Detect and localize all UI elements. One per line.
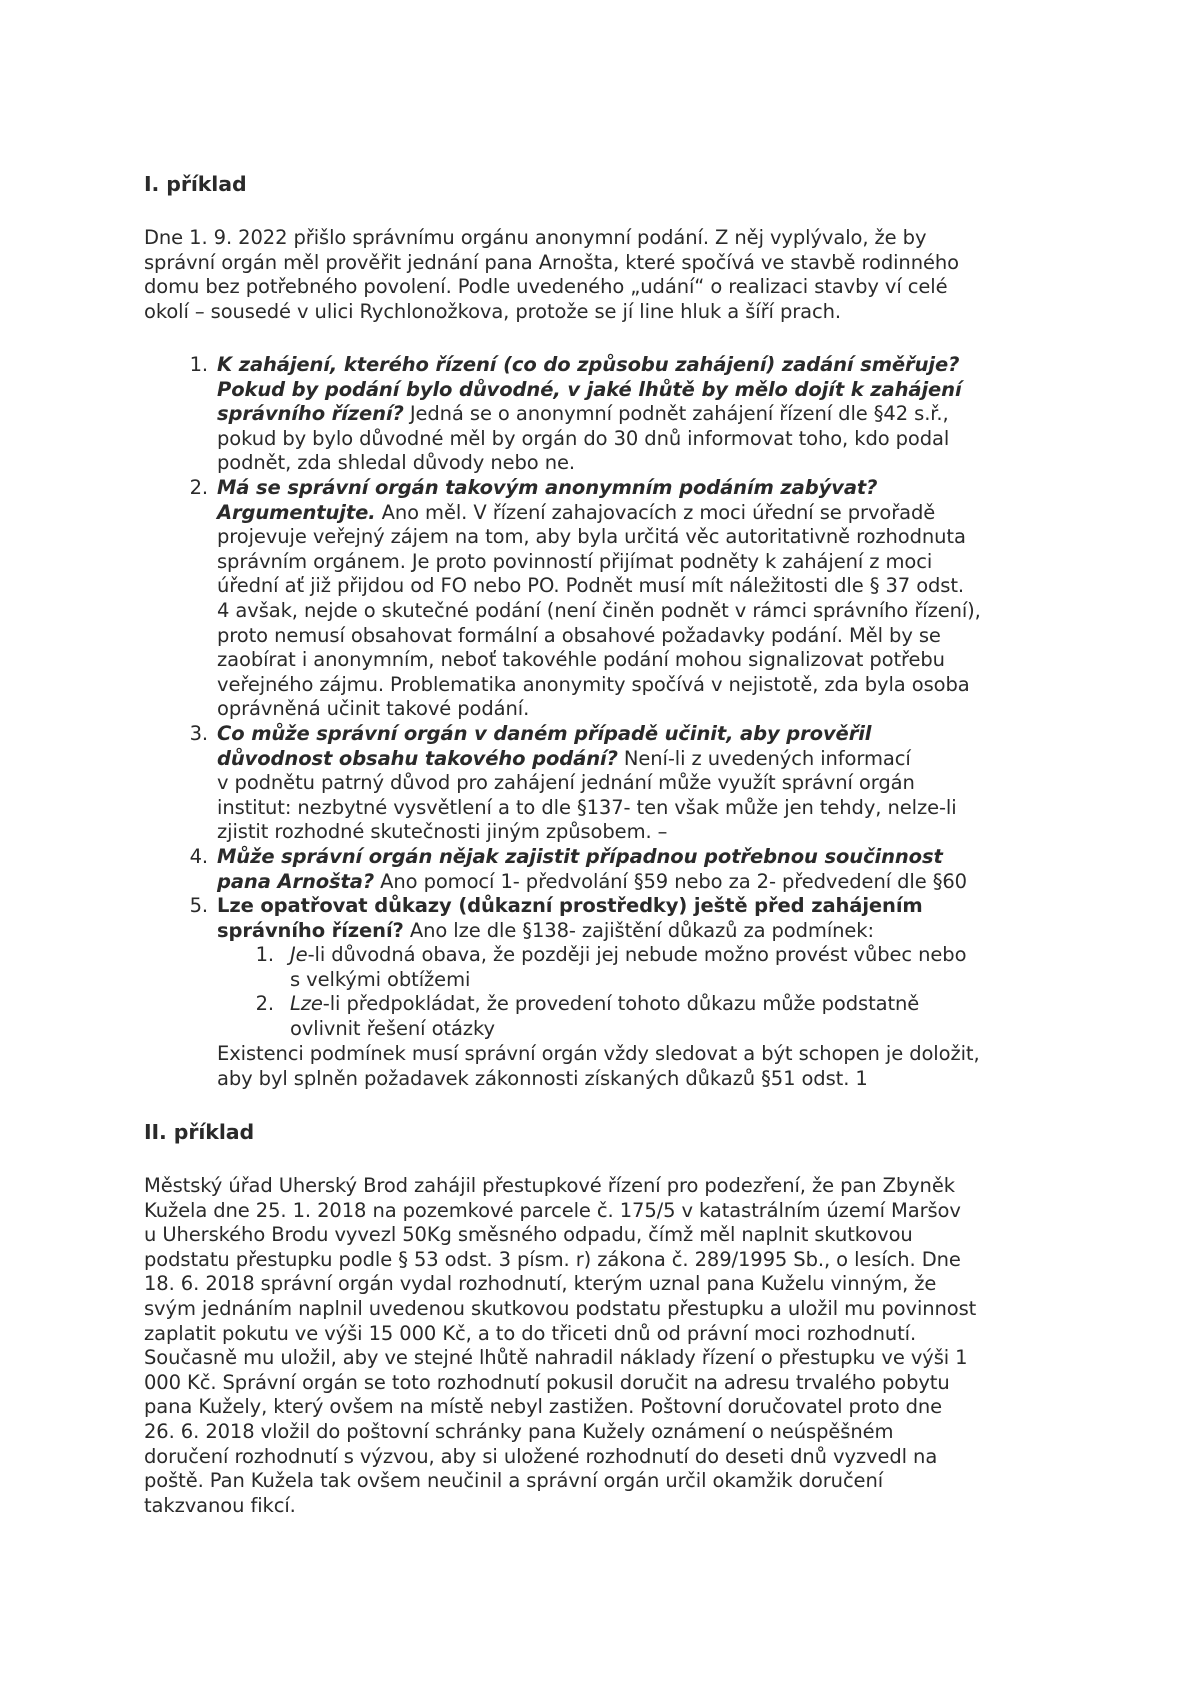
- text-line: Dne 1. 9. 2022 přišlo správnímu orgánu anonymní podání. Z něj vyplývalo, že by: [144, 226, 927, 249]
- answer-text: Ano měl. V řízení zahajovacích z moci úřední se prvořadě: [375, 500, 936, 524]
- answer-text: Ano lze dle §138- zajištění důkazů za podmínek:: [403, 918, 874, 942]
- item-text: [217, 845, 1075, 894]
- text-line: správní orgán měl prověřit jednání pana Arnošta, které spočívá ve stavbě rodinného: [144, 250, 959, 274]
- example-2-text: [144, 1174, 1064, 1518]
- answer-text: proto nemusí obsahovat formální a obsahové požadavky podání. Měl by se: [217, 623, 941, 647]
- answer-text: projevuje veřejný zájem na tom, aby byla určitá věc autoritativně rozhodnuta: [217, 525, 966, 549]
- answer-text: zjistit rozhodné skutečnosti jiným způsobem. –: [217, 820, 668, 844]
- example-2-heading: II. příklad: [144, 1120, 255, 1144]
- item-text: [290, 943, 1050, 992]
- text-line: Městský úřad Uherský Brod zahájil přestupkové řízení pro podezření, že pan Zbyněk: [144, 1174, 955, 1197]
- question-text: Pokud by podání bylo důvodné, v jaké lhůtě by mělo dojít k zahájení: [217, 377, 962, 401]
- question-text: Může správní orgán nějak zajistit případnou potřebnou součinnost: [217, 845, 943, 868]
- item-text: [217, 476, 1075, 722]
- question-text: Co může správní orgán v daném případě učinit, aby prověřil: [217, 722, 872, 745]
- text-line: okolí – sousedé v ulici Rychlonožkova, protože se jí line hluk a šíří prach.: [144, 299, 841, 323]
- answer-text: Není-li z uvedených informací: [617, 746, 911, 770]
- item-number: 4.: [189, 845, 208, 868]
- question-text: Má se správní orgán takovým anonymním podáním zabývat?: [217, 476, 878, 499]
- item-number: 5.: [189, 894, 208, 917]
- text-line: doručení rozhodnutí s výzvou, aby si uložené rozhodnutí do deseti dnů vyzvedl na: [144, 1444, 938, 1468]
- question-text: pana Arnošta?: [217, 869, 375, 893]
- text-line: svým jednáním naplnil uvedenou skutkovou podstatu přestupku a uložil mu povinnost: [144, 1296, 977, 1320]
- text-line: 000 Kč. Správní orgán se toto rozhodnutí pokusil doručit na adresu trvalého pobytu: [144, 1370, 950, 1394]
- text-line: takzvanou fikcí.: [144, 1493, 296, 1517]
- answer-text: v podnětu patrný důvod pro zahájení jednání může využít správní orgán: [217, 771, 915, 795]
- conditions-note: [217, 1042, 1077, 1091]
- text-line: podstatu přestupku podle § 53 odst. 3 písm. r) zákona č. 289/1995 Sb., o lesích. Dne: [144, 1247, 961, 1271]
- text-line: pana Kužely, který ovšem na místě nebyl zastižen. Poštovní doručovatel proto dne: [144, 1395, 943, 1419]
- text-line: poště. Pan Kužela tak ovšem neučinil a správní orgán určil okamžik doručení: [144, 1469, 884, 1493]
- question-text: K zahájení, kterého řízení (co do způsobu zahájení) zadání směřuje?: [217, 353, 960, 376]
- item-number: 3.: [189, 722, 208, 745]
- item-text: [217, 722, 1075, 845]
- answer-text: institut: nezbytné vysvětlení a to dle §137- ten však může jen tehdy, nelze-li: [217, 795, 957, 819]
- example-1-heading: I. příklad: [144, 172, 247, 196]
- answer-text: úřední ať již přijdou od FO nebo PO. Podnět musí mít náležitosti dle § 37 odst.: [217, 574, 965, 598]
- answer-text: Ano pomocí 1- předvolání §59 nebo za 2- předvedení dle §60: [374, 869, 967, 893]
- text-line: Současně mu uložil, aby ve stejné lhůtě nahradil náklady řízení o přestupku ve výši 1: [144, 1346, 968, 1370]
- item-number: 1.: [189, 353, 208, 376]
- item-text: [290, 992, 1050, 1041]
- emphasis-text: Lze: [290, 992, 323, 1015]
- item-text: [217, 894, 1075, 943]
- question-text: Argumentujte.: [217, 500, 376, 524]
- item-text: [217, 353, 1075, 476]
- text-line: aby byl splněn požadavek zákonnosti získaných důkazů §51 odst. 1: [217, 1066, 868, 1090]
- text-line: u Uherského Brodu vyvezl 50Kg směsného odpadu, čímž měl naplnit skutkovou: [144, 1223, 913, 1247]
- answer-text: zaobírat i anonymním, neboť takovéhle podání mohou signalizovat potřebu: [217, 648, 945, 672]
- text-line: Kužela dne 25. 1. 2018 na pozemkové parcele č. 175/5 v katastrálním území Maršov: [144, 1198, 961, 1222]
- condition-text: -li důvodná obava, že později jej nebude možno provést vůbec nebo: [307, 943, 967, 966]
- condition-text: ovlivnit řešení otázky: [290, 1016, 495, 1040]
- question-text: důvodnost obsahu takového podání?: [217, 746, 618, 770]
- item-number: 2.: [255, 992, 274, 1015]
- answer-text: Jedná se o anonymní podnět zahájení řízení dle §42 s.ř.,: [403, 402, 949, 426]
- answer-text: 4 avšak, nejde o skutečné podání (není činěn podnět v rámci správního řízení),: [217, 598, 981, 622]
- text-line: zaplatit pokutu ve výši 15 000 Kč, a to do třiceti dnů od právní moci rozhodnutí.: [144, 1321, 917, 1345]
- answer-text: podnět, zda shledal důvody nebo ne.: [217, 451, 575, 475]
- item-number: 2.: [189, 476, 208, 499]
- item-number: 1.: [255, 943, 274, 966]
- text-line: 26. 6. 2018 vložil do poštovní schránky pana Kužely oznámení o neúspěšném: [144, 1419, 894, 1443]
- question-text: Lze opatřovat důkazy (důkazní prostředky) ještě před zahájením: [217, 894, 923, 917]
- text-line: Existenci podmínek musí správní orgán vždy sledovat a být schopen je doložit,: [217, 1042, 980, 1065]
- question-text: správního řízení?: [217, 918, 404, 942]
- answer-text: správním orgánem. Je proto povinností přijímat podněty k zahájení z moci: [217, 549, 933, 573]
- answer-text: pokud by bylo důvodné měl by orgán do 30 dnů informovat toho, kdo podal: [217, 426, 950, 450]
- example-1-intro: [144, 226, 1064, 324]
- question-text: správního řízení?: [217, 402, 404, 426]
- text-line: 18. 6. 2018 správní orgán vydal rozhodnutí, kterým uznal pana Kuželu vinným, že: [144, 1272, 937, 1296]
- condition-text: -li předpokládat, že provedení tohoto důkazu může podstatně: [322, 992, 920, 1015]
- answer-text: oprávněná učinit takové podání.: [217, 697, 530, 721]
- answer-text: veřejného zájmu. Problematika anonymity spočívá v nejistotě, zda byla osoba: [217, 672, 970, 696]
- emphasis-text: Je: [290, 943, 308, 966]
- text-line: domu bez potřebného povolení. Podle uvedeného „udání“ o realizaci stavby ví celé: [144, 275, 948, 299]
- condition-text: s velkými obtížemi: [290, 967, 471, 991]
